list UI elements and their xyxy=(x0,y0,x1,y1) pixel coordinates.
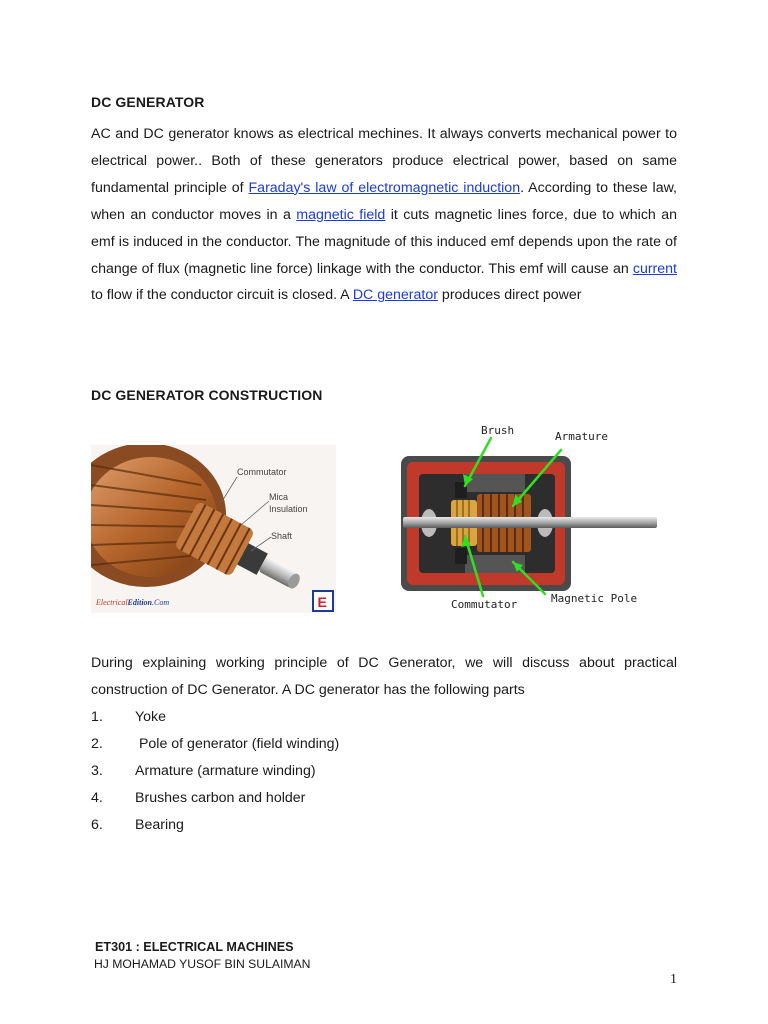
watermark-text: ElectricalEdition.Com xyxy=(96,598,170,607)
list-text: Armature (armature winding) xyxy=(135,763,316,779)
commutator-illustration xyxy=(91,445,336,613)
label-commutator: Commutator xyxy=(237,467,287,477)
label-shaft: Shaft xyxy=(271,531,293,541)
list-number: 6. xyxy=(91,817,103,833)
link-faradays-law[interactable]: Faraday's law of electromagnetic induction xyxy=(248,179,521,196)
generator-cutaway-diagram xyxy=(395,412,665,614)
label-armature: Armature xyxy=(555,430,608,443)
list-number: 1. xyxy=(91,709,103,725)
intro-text-2: . According to these law, when an conductor moves in a xyxy=(91,179,677,223)
list-number: 3. xyxy=(91,763,103,779)
link-dc-generator[interactable]: DC generator xyxy=(352,287,438,304)
label-commutator-right: Commutator xyxy=(451,598,518,611)
list-text: Bearing xyxy=(135,817,184,833)
intro-text-3: it cuts magnetic lines force, due to which an emf is induced in the conductor. The magnitude of this induced emf depends upon the rate of change of flux (magnetic line force) linkage with the conductor. This emf will cause an xyxy=(91,206,678,277)
intro-paragraph xyxy=(91,121,677,309)
link-current[interactable]: current xyxy=(632,260,677,277)
list-text: Pole of generator (field winding) xyxy=(135,736,340,752)
link-magnetic-field[interactable]: magnetic field xyxy=(296,206,386,223)
list-number: 2. xyxy=(91,736,103,752)
label-magnetic-pole: Magnetic Pole xyxy=(551,592,638,605)
label-brush: Brush xyxy=(481,424,515,437)
list-number: 4. xyxy=(91,790,103,806)
list-text: Brushes carbon and holder xyxy=(135,790,306,806)
intro-text-1: AC and DC generator knows as electrical mechines. It always converts mechanical power to electrical power.. Both of these generators produce electrical power, based on same fundamental principle of xyxy=(91,126,677,196)
footer-author: HJ MOHAMAD YUSOF BIN SULAIMAN xyxy=(94,957,311,971)
section-heading-construction: DC GENERATOR CONSTRUCTION xyxy=(91,387,323,403)
logo-letter: E xyxy=(317,594,327,610)
generator-cutaway-illustration xyxy=(395,412,665,614)
label-insulation: Insulation xyxy=(269,504,308,514)
intro-text-5: produces direct power xyxy=(437,287,582,304)
commutator-photo xyxy=(91,445,336,613)
intro-text-4: to flow if the conductor circuit is closed. A xyxy=(91,287,353,304)
list-text: Yoke xyxy=(135,709,167,725)
section-heading-dc-generator: DC GENERATOR xyxy=(91,94,205,110)
explanation-paragraph: During explaining working principle of DC Generator, we will discuss about practical construction of DC Generator. A DC generator has the following parts xyxy=(91,655,677,698)
page-number: 1 xyxy=(670,972,677,987)
label-mica: Mica xyxy=(269,492,289,502)
footer-course-title: ET301 : ELECTRICAL MACHINES xyxy=(95,940,294,954)
